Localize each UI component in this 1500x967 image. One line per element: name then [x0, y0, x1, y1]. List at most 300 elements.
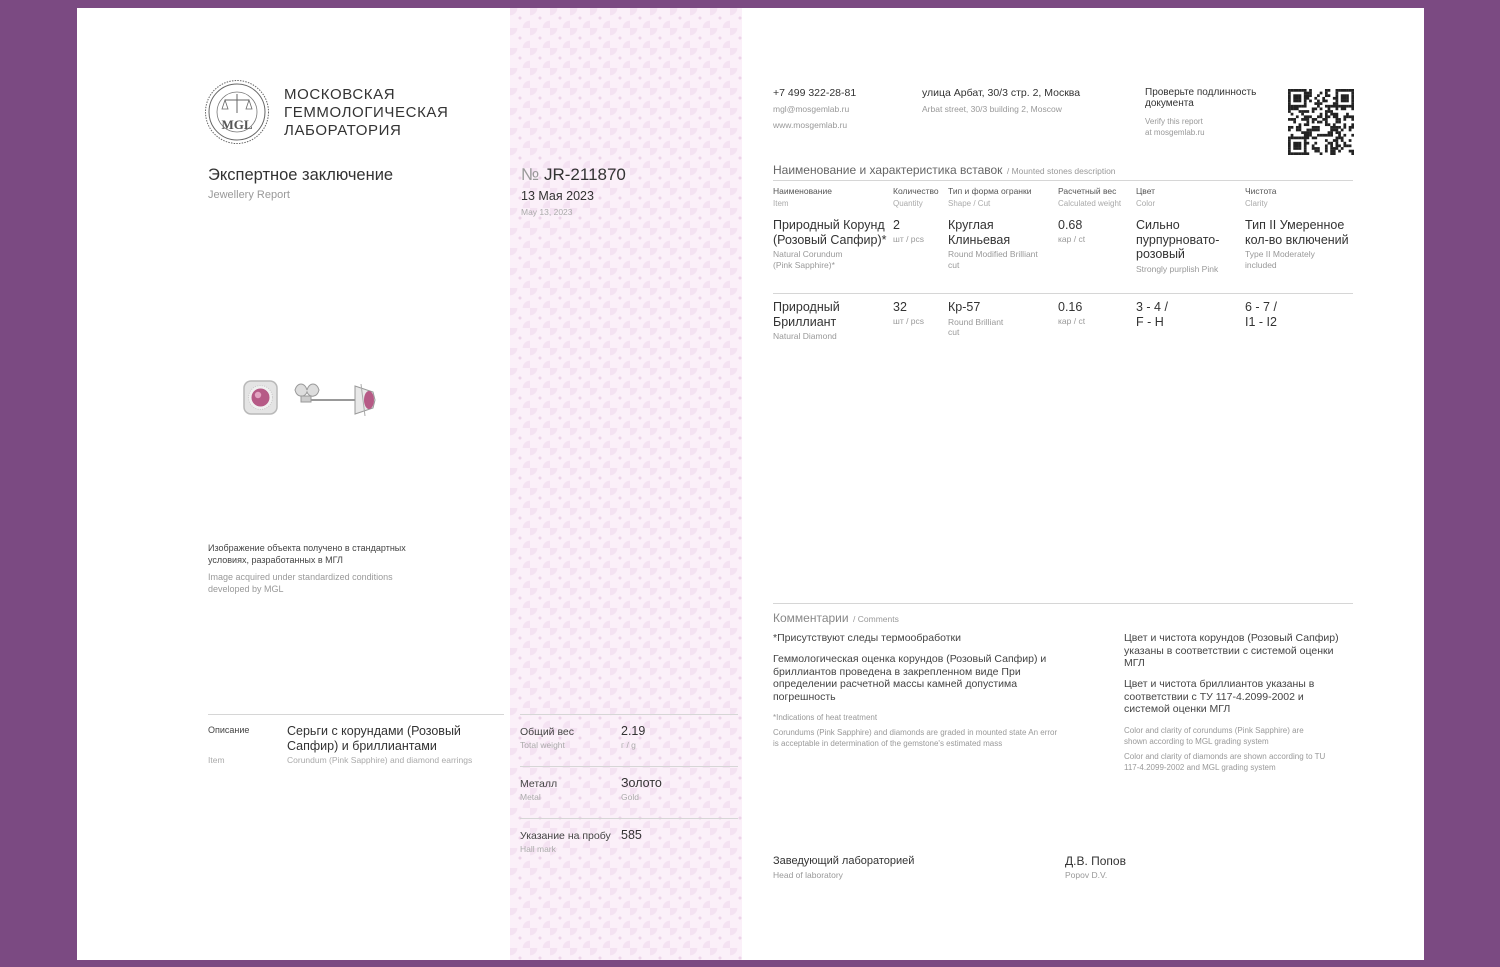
qr-module [1328, 105, 1331, 108]
col-header-item [773, 186, 832, 208]
qr-module [1343, 142, 1346, 145]
qr-module [1301, 137, 1304, 140]
qr-module [1291, 126, 1294, 129]
qr-module [1296, 147, 1299, 150]
qr-module [1330, 131, 1333, 134]
qr-module [1349, 139, 1352, 142]
signature-name: Д.В. Попов [1065, 854, 1126, 868]
qr-module [1312, 110, 1315, 113]
stone-row-2-clarity [1245, 300, 1285, 329]
qr-module [1336, 102, 1339, 105]
item-value-en: Corundum (Pink Sapphire) and diamond earrings [287, 755, 473, 765]
qr-module [1306, 94, 1309, 97]
qr-module [1330, 126, 1333, 129]
item-label-en: Item [208, 755, 225, 765]
qr-module [1293, 97, 1296, 100]
stone-1-clarity-en: Type II Moderately included [1245, 249, 1315, 270]
spec-divider-1 [520, 714, 738, 715]
qr-module [1296, 97, 1299, 100]
stone-row-2-qty [893, 300, 924, 326]
qr-module [1333, 147, 1336, 150]
qr-module [1312, 144, 1315, 147]
qr-module [1288, 105, 1291, 108]
qr-module [1306, 152, 1309, 155]
col-header-qty [893, 186, 939, 208]
qr-module [1317, 105, 1320, 108]
qr-module [1351, 126, 1354, 129]
qr-module [1314, 142, 1317, 145]
qr-module [1328, 94, 1331, 97]
qr-module [1336, 131, 1339, 134]
stone-row-1-cut [948, 218, 1048, 270]
qr-module [1288, 144, 1291, 147]
qr-module [1325, 134, 1328, 137]
qr-module [1343, 118, 1346, 121]
qr-module [1351, 107, 1354, 110]
qr-module [1325, 92, 1328, 95]
qr-module [1336, 107, 1339, 110]
stone-1-color-ru: Сильно пурпурновато-розовый [1136, 218, 1220, 261]
qr-module [1291, 118, 1294, 121]
qr-module [1288, 89, 1291, 92]
col-header-cut [948, 186, 1031, 208]
qr-module [1299, 152, 1302, 155]
qr-module [1309, 131, 1312, 134]
qr-module [1304, 97, 1307, 100]
qr-module [1338, 126, 1341, 129]
qr-module [1299, 94, 1302, 97]
qr-module [1301, 118, 1304, 121]
qr-module [1309, 89, 1312, 92]
qr-module [1288, 137, 1291, 140]
qr-module [1299, 137, 1302, 140]
qr-module [1346, 94, 1349, 97]
qr-module [1304, 92, 1307, 95]
col-header-color-ru: Цвет [1136, 186, 1156, 196]
qr-module [1304, 118, 1307, 121]
qr-module [1328, 123, 1331, 126]
qr-module [1299, 105, 1302, 108]
qr-module [1306, 137, 1309, 140]
qr-module [1317, 115, 1320, 118]
qr-module [1288, 110, 1291, 113]
stones-divider-mid [773, 293, 1353, 294]
qr-module [1322, 100, 1325, 103]
qr-module [1349, 144, 1352, 147]
contact-address-en: Arbat street, 30/3 building 2, Moscow [922, 104, 1062, 114]
qr-module [1338, 144, 1341, 147]
qr-module [1336, 113, 1339, 116]
qr-module [1296, 137, 1299, 140]
qr-module [1299, 126, 1302, 129]
spec-metal-value-en: Gold [621, 792, 639, 802]
comments-divider [773, 603, 1353, 604]
qr-module [1293, 118, 1296, 121]
qr-module [1296, 105, 1299, 108]
qr-module [1330, 152, 1333, 155]
qr-module [1351, 94, 1354, 97]
qr-module [1291, 89, 1294, 92]
qr-module [1314, 102, 1317, 105]
qr-module [1349, 129, 1352, 132]
qr-module [1296, 94, 1299, 97]
col-header-clarity-ru: Чистота [1245, 186, 1277, 196]
col-header-qty-ru: Количество [893, 186, 939, 196]
qr-module [1346, 105, 1349, 108]
qr-module [1330, 142, 1333, 145]
qr-module [1312, 126, 1315, 129]
qr-module [1304, 139, 1307, 142]
qr-module [1336, 129, 1339, 132]
qr-module [1336, 139, 1339, 142]
stone-row-1-color [1136, 218, 1241, 274]
qr-module [1304, 150, 1307, 153]
qr-module [1299, 129, 1302, 132]
qr-module [1336, 94, 1339, 97]
spec-hallmark-value: 585 [621, 828, 642, 842]
qr-module [1309, 129, 1312, 132]
qr-module [1317, 100, 1320, 103]
qr-module [1306, 123, 1309, 126]
qr-module [1288, 142, 1291, 145]
stone-2-name-en: Natural Diamond [773, 331, 837, 341]
qr-module [1336, 92, 1339, 95]
image-caption-en: Image acquired under standardized conditions developed by MGL [208, 572, 393, 594]
qr-module [1325, 89, 1328, 92]
col-header-weight-ru: Расчетный вес [1058, 186, 1117, 196]
qr-module [1328, 142, 1331, 145]
qr-module [1312, 129, 1315, 132]
stone-2-cut-ru: Кр-57 [948, 300, 981, 314]
qr-module [1317, 147, 1320, 150]
qr-module [1330, 110, 1333, 113]
spec-weight-label-en: Total weight [520, 740, 565, 750]
qr-module [1293, 105, 1296, 108]
mgl-seal-icon [204, 79, 270, 145]
stone-1-qty: 2 [893, 218, 900, 232]
qr-module [1291, 134, 1294, 137]
qr-module [1325, 113, 1328, 116]
qr-module [1309, 94, 1312, 97]
qr-module [1341, 137, 1344, 140]
report-title-en: Jewellery Report [208, 189, 290, 201]
qr-module [1333, 97, 1336, 100]
qr-module [1299, 147, 1302, 150]
qr-module [1296, 100, 1299, 103]
verify-label-en [1145, 117, 1205, 138]
qr-module [1317, 121, 1320, 124]
lab-name-line-2: ГЕММОЛОГИЧЕСКАЯ [284, 104, 449, 121]
stone-row-1-name [773, 218, 891, 270]
qr-module [1325, 121, 1328, 124]
col-header-color [1136, 186, 1155, 208]
stone-1-cut-ru: Круглая Клиньевая [948, 218, 1011, 247]
contact-web: www.mosgemlab.ru [773, 120, 848, 130]
qr-module [1341, 139, 1344, 142]
stone-1-qty-unit: шт / pcs [893, 233, 925, 244]
qr-module [1317, 126, 1320, 129]
qr-module [1320, 152, 1323, 155]
qr-module [1330, 147, 1333, 150]
qr-module [1288, 107, 1291, 110]
col-header-cut-ru: Тип и форма огранки [948, 186, 1032, 196]
qr-module [1338, 131, 1341, 134]
qr-module [1304, 94, 1307, 97]
report-title: Экспертное заключение [208, 166, 394, 184]
qr-module [1333, 115, 1336, 118]
qr-module [1304, 89, 1307, 92]
stones-title-ru: Наименование и характеристика вставок [773, 163, 1003, 177]
qr-module [1317, 94, 1320, 97]
spec-metal-label: Металл [520, 778, 558, 790]
qr-module [1351, 89, 1354, 92]
qr-module [1325, 100, 1328, 103]
qr-module [1288, 102, 1291, 105]
stone-row-2-color [1136, 300, 1176, 329]
comment-right-1: Цвет и чистота корундов (Розовый Сапфир) указаны в соответствии с системой оценки МГЛ [1124, 632, 1339, 669]
qr-module [1333, 129, 1336, 132]
qr-module [1314, 137, 1317, 140]
qr-module [1325, 115, 1328, 118]
qr-module [1317, 134, 1320, 137]
qr-module [1296, 144, 1299, 147]
qr-module [1306, 131, 1309, 134]
qr-module [1341, 107, 1344, 110]
qr-module [1336, 126, 1339, 129]
spec-hallmark-label-en: Hall mark [520, 844, 556, 854]
qr-module [1341, 89, 1344, 92]
qr-module [1325, 123, 1328, 126]
qr-module [1336, 105, 1339, 108]
qr-module [1333, 152, 1336, 155]
qr-module [1338, 150, 1341, 153]
qr-module [1330, 129, 1333, 132]
comment-left-en-2: Corundums (Pink Sapphire) and diamonds are graded in mounted state An error is acceptable in determination of the gemstone's estimated mass [773, 728, 1058, 748]
verify-en-line-2: at mosgemlab.ru [1145, 127, 1205, 137]
qr-module [1351, 150, 1354, 153]
col-header-qty-en: Quantity [893, 199, 923, 208]
qr-module [1349, 89, 1352, 92]
qr-module [1320, 115, 1323, 118]
stone-2-weight: 0.16 [1058, 300, 1083, 314]
qr-module [1296, 142, 1299, 145]
qr-module [1299, 97, 1302, 100]
qr-module [1299, 144, 1302, 147]
qr-module [1293, 89, 1296, 92]
qr-module [1351, 105, 1354, 108]
comment-left-en-1: *Indications of heat treatment [773, 713, 878, 722]
comment-left-2: Геммологическая оценка корундов (Розовый Сапфир) и бриллиантов проведена в закрепленном виде При определении расчетной массы камней допустима погрешность [773, 653, 1047, 703]
stone-row-2-weight [1058, 300, 1085, 326]
qr-module [1304, 142, 1307, 145]
comments-title [773, 609, 899, 627]
qr-module [1343, 123, 1346, 126]
qr-module [1291, 107, 1294, 110]
qr-module [1336, 121, 1339, 124]
signature-role-en: Head of laboratory [773, 870, 843, 880]
qr-module [1296, 107, 1299, 110]
qr-module [1336, 137, 1339, 140]
qr-module [1299, 100, 1302, 103]
qr-module [1304, 110, 1307, 113]
qr-module [1343, 105, 1346, 108]
qr-module [1301, 105, 1304, 108]
qr-module [1322, 97, 1325, 100]
qr-module [1351, 102, 1354, 105]
qr-module [1293, 121, 1296, 124]
lab-name-line-3: ЛАБОРАТОРИЯ [284, 122, 402, 139]
qr-module [1328, 131, 1331, 134]
qr-module [1336, 118, 1339, 121]
qr-module [1314, 129, 1317, 132]
spec-metal-value: Золото [621, 776, 662, 790]
qr-module [1322, 134, 1325, 137]
qr-module [1333, 126, 1336, 129]
col-header-item-en: Item [773, 199, 789, 208]
qr-module [1304, 115, 1307, 118]
qr-module [1312, 137, 1315, 140]
spec-hallmark-label: Указание на пробу [520, 830, 611, 842]
qr-module [1309, 115, 1312, 118]
qr-module [1351, 118, 1354, 121]
qr-module [1333, 139, 1336, 142]
qr-module [1314, 107, 1317, 110]
col-header-weight-en: Calculated weight [1058, 199, 1122, 208]
signature-name-en: Popov D.V. [1065, 870, 1108, 880]
qr-module [1299, 142, 1302, 145]
lab-name-line-1: МОСКОВСКАЯ [284, 86, 396, 103]
lab-name [284, 86, 448, 140]
qr-module [1351, 97, 1354, 100]
qr-module [1333, 113, 1336, 116]
qr-module [1343, 126, 1346, 129]
contact-phone: +7 499 322-28-81 [773, 87, 857, 99]
image-caption-ru: Изображение объекта получено в стандартных условиях, разработанных в МГЛ [208, 543, 406, 565]
col-header-clarity [1245, 186, 1277, 208]
qr-module [1309, 92, 1312, 95]
qr-module [1330, 144, 1333, 147]
qr-module [1314, 147, 1317, 150]
qr-module [1328, 110, 1331, 113]
qr-module [1346, 115, 1349, 118]
qr-module [1296, 115, 1299, 118]
qr-module [1328, 89, 1331, 92]
qr-module [1338, 134, 1341, 137]
qr-module [1341, 129, 1344, 132]
item-label: Описание [208, 725, 250, 735]
qr-module [1306, 92, 1309, 95]
earrings-photo [237, 374, 387, 422]
stone-2-color-ru: 3 - 4 / F - H [1136, 300, 1168, 329]
qr-module [1336, 142, 1339, 145]
qr-module [1349, 105, 1352, 108]
qr-module [1333, 150, 1336, 153]
qr-module [1296, 129, 1299, 132]
comment-right-en-1: Color and clarity of corundums (Pink Sapphire) are shown according to MGL grading system [1124, 726, 1304, 746]
qr-module [1288, 150, 1291, 153]
qr-module [1304, 102, 1307, 105]
qr-module [1338, 121, 1341, 124]
stone-2-qty-unit: шт / pcs [893, 315, 925, 326]
qr-module [1320, 107, 1323, 110]
col-header-item-ru: Наименование [773, 186, 832, 196]
stone-1-color-en: Strongly purplish Pink [1136, 263, 1219, 274]
qr-module [1312, 107, 1315, 110]
stone-1-weight: 0.68 [1058, 218, 1083, 232]
qr-code-icon[interactable] [1288, 89, 1354, 160]
stone-row-1-qty [893, 218, 924, 244]
verify-label: Проверьте подлинность документа [1145, 87, 1257, 109]
qr-module [1325, 147, 1328, 150]
qr-module [1304, 144, 1307, 147]
spec-metal-label-en: Metal [520, 792, 541, 802]
stone-1-name-en: Natural Corundum (Pink Sapphire)* [773, 249, 843, 270]
qr-module [1343, 89, 1346, 92]
qr-module [1330, 134, 1333, 137]
stone-1-cut-en: Round Modified Brilliant cut [948, 249, 1038, 270]
qr-module [1322, 118, 1325, 121]
qr-module [1333, 102, 1336, 105]
qr-module [1293, 137, 1296, 140]
qr-module [1349, 115, 1352, 118]
qr-module [1341, 105, 1344, 108]
qr-module [1338, 105, 1341, 108]
qr-module [1304, 152, 1307, 155]
qr-module [1312, 121, 1315, 124]
stones-divider-top [773, 180, 1353, 181]
stone-row-1-clarity [1245, 218, 1355, 270]
qr-module [1338, 137, 1341, 140]
comment-left-1: *Присутствуют следы термообработки [773, 632, 961, 644]
report-paper [77, 8, 1424, 960]
qr-module [1341, 94, 1344, 97]
qr-module [1293, 144, 1296, 147]
qr-module [1333, 123, 1336, 126]
qr-module [1288, 126, 1291, 129]
qr-module [1325, 118, 1328, 121]
comment-right-2: Цвет и чистота бриллиантов указаны в соответствии с ТУ 117-4.2099-2002 и системой оценки МГЛ [1124, 678, 1315, 715]
qr-module [1301, 110, 1304, 113]
qr-module [1288, 139, 1291, 142]
qr-module [1296, 152, 1299, 155]
qr-module [1293, 147, 1296, 150]
qr-module [1325, 105, 1328, 108]
qr-module [1309, 134, 1312, 137]
qr-module [1336, 97, 1339, 100]
qr-module [1296, 89, 1299, 92]
spec-weight-unit: г / g [621, 740, 636, 750]
qr-module [1317, 150, 1320, 153]
qr-module [1351, 92, 1354, 95]
qr-module [1351, 100, 1354, 103]
qr-module [1333, 105, 1336, 108]
qr-module [1317, 102, 1320, 105]
qr-module [1317, 129, 1320, 132]
qr-module [1343, 94, 1346, 97]
qr-module [1325, 144, 1328, 147]
qr-module [1330, 150, 1333, 153]
qr-module [1312, 147, 1315, 150]
qr-module [1336, 144, 1339, 147]
qr-module [1346, 144, 1349, 147]
qr-module [1336, 115, 1339, 118]
qr-module [1320, 121, 1323, 124]
qr-module [1304, 137, 1307, 140]
qr-module [1288, 92, 1291, 95]
qr-module [1293, 94, 1296, 97]
qr-module [1343, 97, 1346, 100]
qr-module [1325, 139, 1328, 142]
